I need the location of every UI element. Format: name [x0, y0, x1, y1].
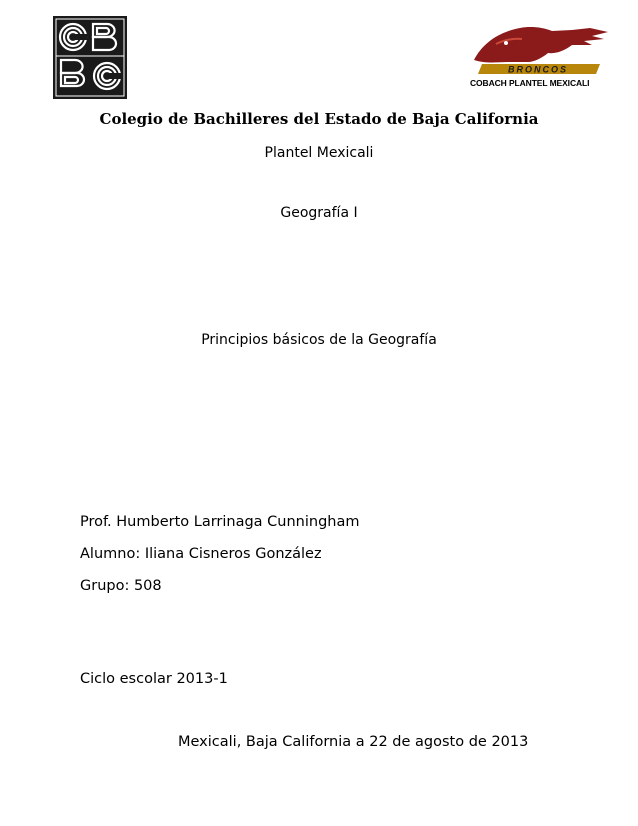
document-title: Principios básicos de la Geografía: [201, 332, 437, 348]
cbbc-logo: [53, 16, 127, 99]
student-line: Alumno: Iliana Cisneros González: [80, 546, 322, 562]
group-line: Grupo: 508: [80, 578, 162, 594]
subject-name: Geografía I: [280, 205, 358, 221]
broncos-wordmark: BRONCOS: [507, 64, 569, 75]
broncos-caption: COBACH PLANTEL MEXICALI: [470, 78, 590, 88]
professor-line: Prof. Humberto Larrinaga Cunningham: [80, 514, 360, 530]
institution-name: Colegio de Bachilleres del Estado de Baja California: [99, 110, 539, 128]
place-date-line: Mexicali, Baja California a 22 de agosto de 2013: [178, 734, 529, 750]
campus-name: Plantel Mexicali: [264, 145, 374, 161]
school-cycle-line: Ciclo escolar 2013-1: [80, 671, 228, 687]
